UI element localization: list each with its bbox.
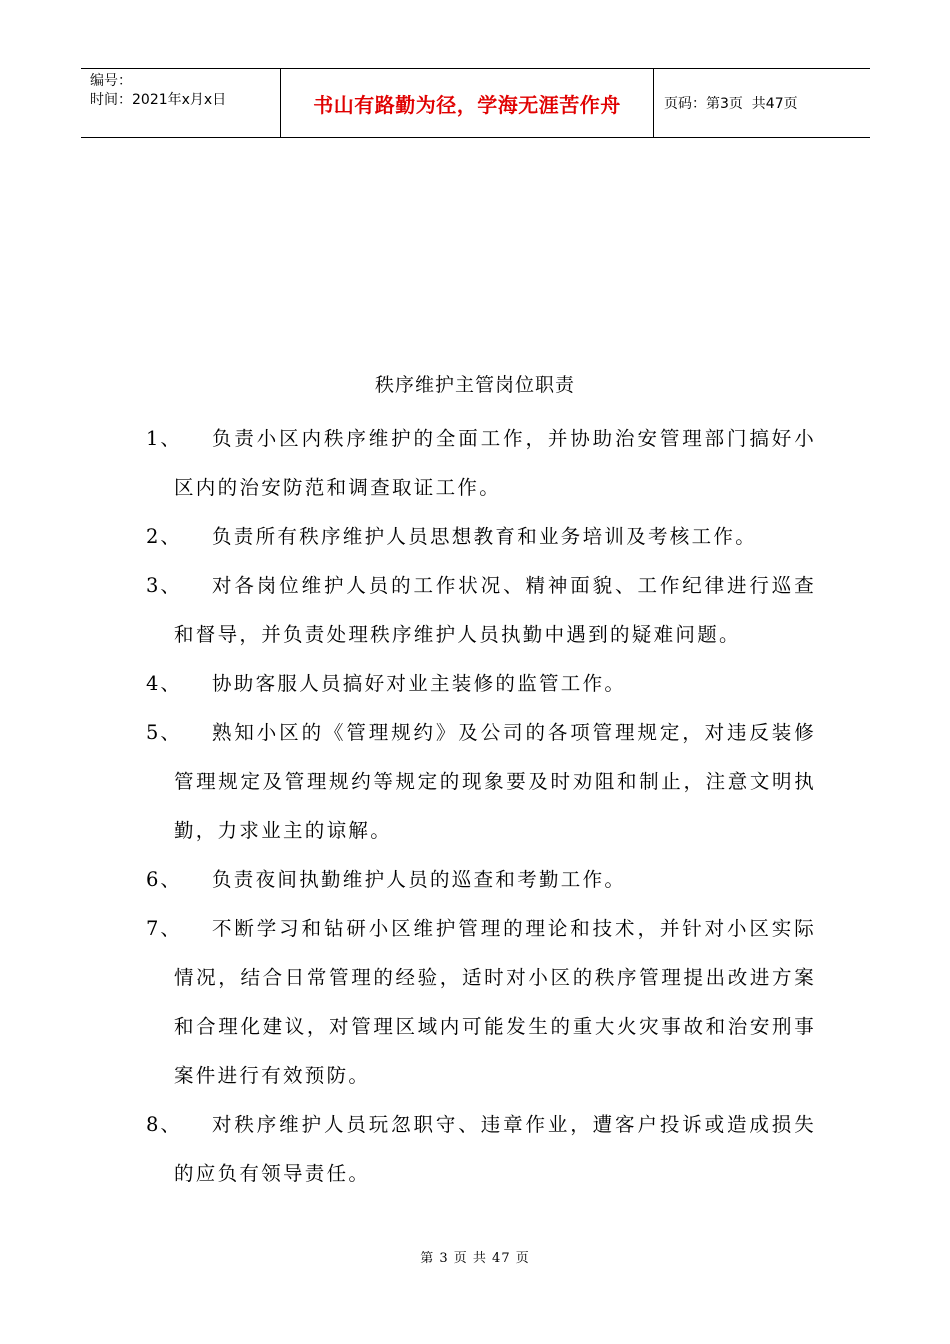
item-text: 不断学习和钻研小区维护管理的理论和技术，并针对小区实际情况，结合日常管理的经验，适时对小区的秩序管理提出改进方案和合理化建议，对管理区域内可能发生的重大火灾事故和治安刑事案件进行有效预防。 — [174, 917, 816, 1087]
header-motto-cell — [281, 69, 654, 137]
serial-number-label: 编号： — [90, 73, 132, 89]
list-item — [146, 561, 816, 659]
item-number: 3、 — [146, 574, 182, 597]
list-item — [146, 855, 816, 904]
motto-text: 书山有路勤为径，学海无涯苦作舟 — [313, 92, 621, 117]
item-number: 6、 — [146, 868, 182, 891]
item-text: 协助客服人员搞好对业主装修的监管工作。 — [212, 672, 627, 695]
item-text: 负责所有秩序维护人员思想教育和业务培训及考核工作。 — [212, 525, 758, 548]
item-text: 对各岗位维护人员的工作状况、精神面貌、工作纪律进行巡查和督导，并负责处理秩序维护人员执勤中遇到的疑难问题。 — [174, 574, 816, 646]
list-item — [146, 414, 816, 512]
item-number: 8、 — [146, 1113, 182, 1136]
duty-list — [146, 414, 816, 1198]
header-page-cell — [654, 69, 870, 137]
list-item — [146, 512, 816, 561]
item-number: 1、 — [146, 427, 182, 450]
list-item — [146, 659, 816, 708]
item-number: 5、 — [146, 721, 182, 744]
header-meta-cell — [81, 69, 281, 137]
list-item — [146, 904, 816, 1100]
page-footer: 第 3 页 共 47 页 — [420, 1251, 530, 1266]
item-text: 负责小区内秩序维护的全面工作，并协助治安管理部门搞好小区内的治安防范和调查取证工作。 — [174, 427, 816, 499]
document-header — [81, 68, 870, 138]
header-page-info: 页码：第3页 共47页 — [664, 96, 798, 112]
list-item — [146, 1100, 816, 1198]
list-item — [146, 708, 816, 855]
item-number: 2、 — [146, 525, 182, 548]
item-text: 熟知小区的《管理规约》及公司的各项管理规定，对违反装修管理规定及管理规约等规定的现象要及时劝阻和制止，注意文明执勤，力求业主的谅解。 — [174, 721, 816, 842]
item-text: 负责夜间执勤维护人员的巡查和考勤工作。 — [212, 868, 627, 891]
item-text: 对秩序维护人员玩忽职守、违章作业，遭客户投诉或造成损失的应负有领导责任。 — [174, 1113, 816, 1185]
document-title: 秩序维护主管岗位职责 — [374, 374, 575, 396]
item-number: 7、 — [146, 917, 182, 940]
item-number: 4、 — [146, 672, 182, 695]
date-label: 时间：2021年x月x日 — [90, 92, 227, 108]
